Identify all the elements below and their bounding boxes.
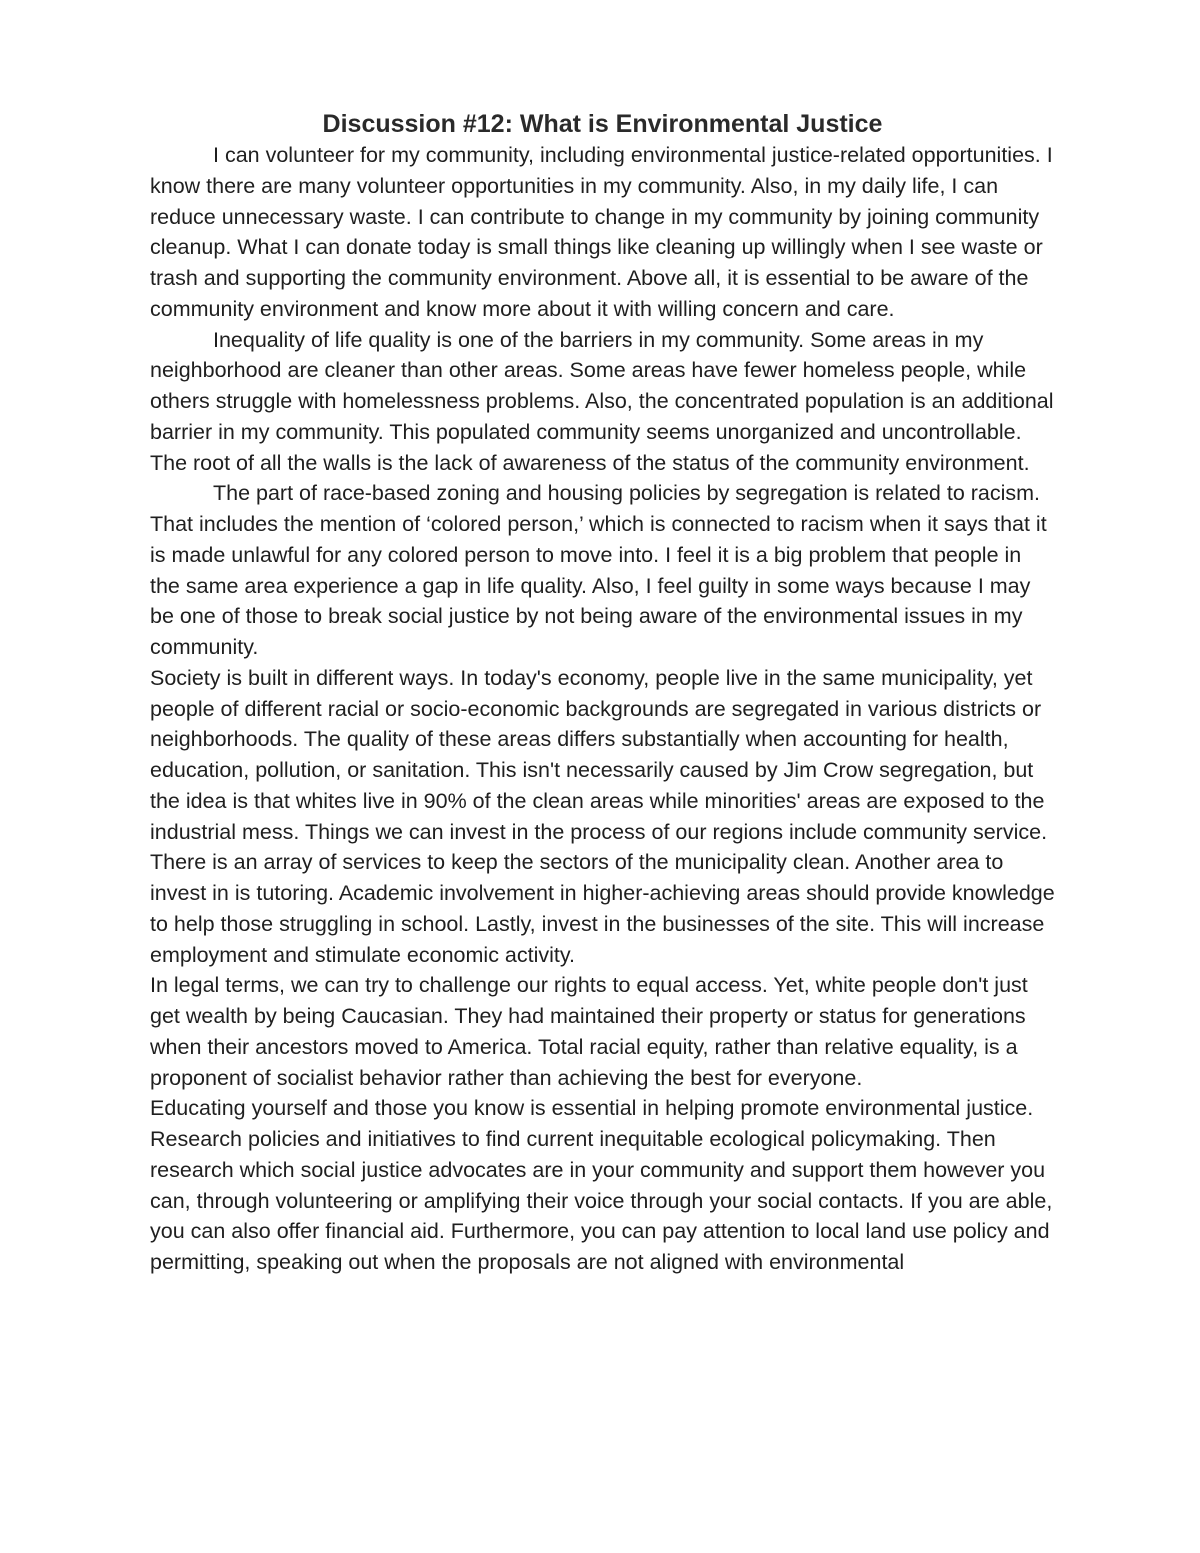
paragraph-segregation: The part of race-based zoning and housing policies by segregation is related to racism. That includes the mention of ‘colored person,’ which is connected to racism when it says that it is made unlawful for any colored person to move into. I feel it is a big problem that people in the same area experience a gap in life quality. Also, I feel guilty in some ways because I may be one of those to break social justice by not being aware of the environmental issues in my community. xyxy=(150,481,1047,659)
document-title: Discussion #12: What is Environmental Justice xyxy=(322,110,883,138)
paragraph-society: Society is built in different ways. In today's economy, people live in the same municipality, yet people of different racial or socio-economic backgrounds are segregated in various districts or neighborhoods. The quality of these areas differs substantially when accounting for health, education, pollution, or sanitation. This isn't necessarily caused by Jim Crow segregation, but the idea is that whites live in 90% of the clean areas while minorities' areas are exposed to the industrial mess. Things we can invest in the process of our regions include community service. There is an array of services to keep the sectors of the municipality clean. Another area to invest in is tutoring. Academic involvement in higher-achieving areas should provide knowledge to help those struggling in school. Lastly, invest in the businesses of the site. This will increase employment and stimulate economic activity. xyxy=(150,665,1055,967)
paragraph-volunteering: I can volunteer for my community, including environmental justice-related opportunities. I know there are many volunteer opportunities in my community. Also, in my daily life, I can reduce unnecessary waste. I can contribute to change in my community by joining community cleanup. What I can donate today is small things like cleaning up willingly when I see waste or trash and supporting the community environment. Above all, it is essential to be aware of the community environment and know more about it with willing concern and care. xyxy=(150,143,1053,321)
paragraph-barriers: Inequality of life quality is one of the barriers in my community. Some areas in my neighborhood are cleaner than other areas. Some areas have fewer homeless people, while others struggle with homelessness problems. Also, the concentrated population is an additional barrier in my community. This populated community seems unorganized and uncontrollable. The root of all the walls is the lack of awareness of the status of the community environment. xyxy=(150,327,1054,475)
paragraph-educating: Educating yourself and those you know is essential in helping promote environmental justice. Research policies and initiatives to find current inequitable ecological policymaking. Then research which social justice advocates are in your community and support them however you can, through volunteering or amplifying their voice through your social contacts. If you are able, you can also offer financial aid. Furthermore, you can pay attention to local land use policy and permitting, speaking out when the proposals are not aligned with environmental xyxy=(150,1096,1053,1274)
paragraph-legal-terms: In legal terms, we can try to challenge our rights to equal access. Yet, white people don't just get wealth by being Caucasian. They had maintained their property or status for generations when their ancestors moved to America. Total racial equity, rather than relative equality, is a proponent of socialist behavior rather than achieving the best for everyone. xyxy=(150,973,1028,1090)
document-page xyxy=(150,108,1055,1278)
